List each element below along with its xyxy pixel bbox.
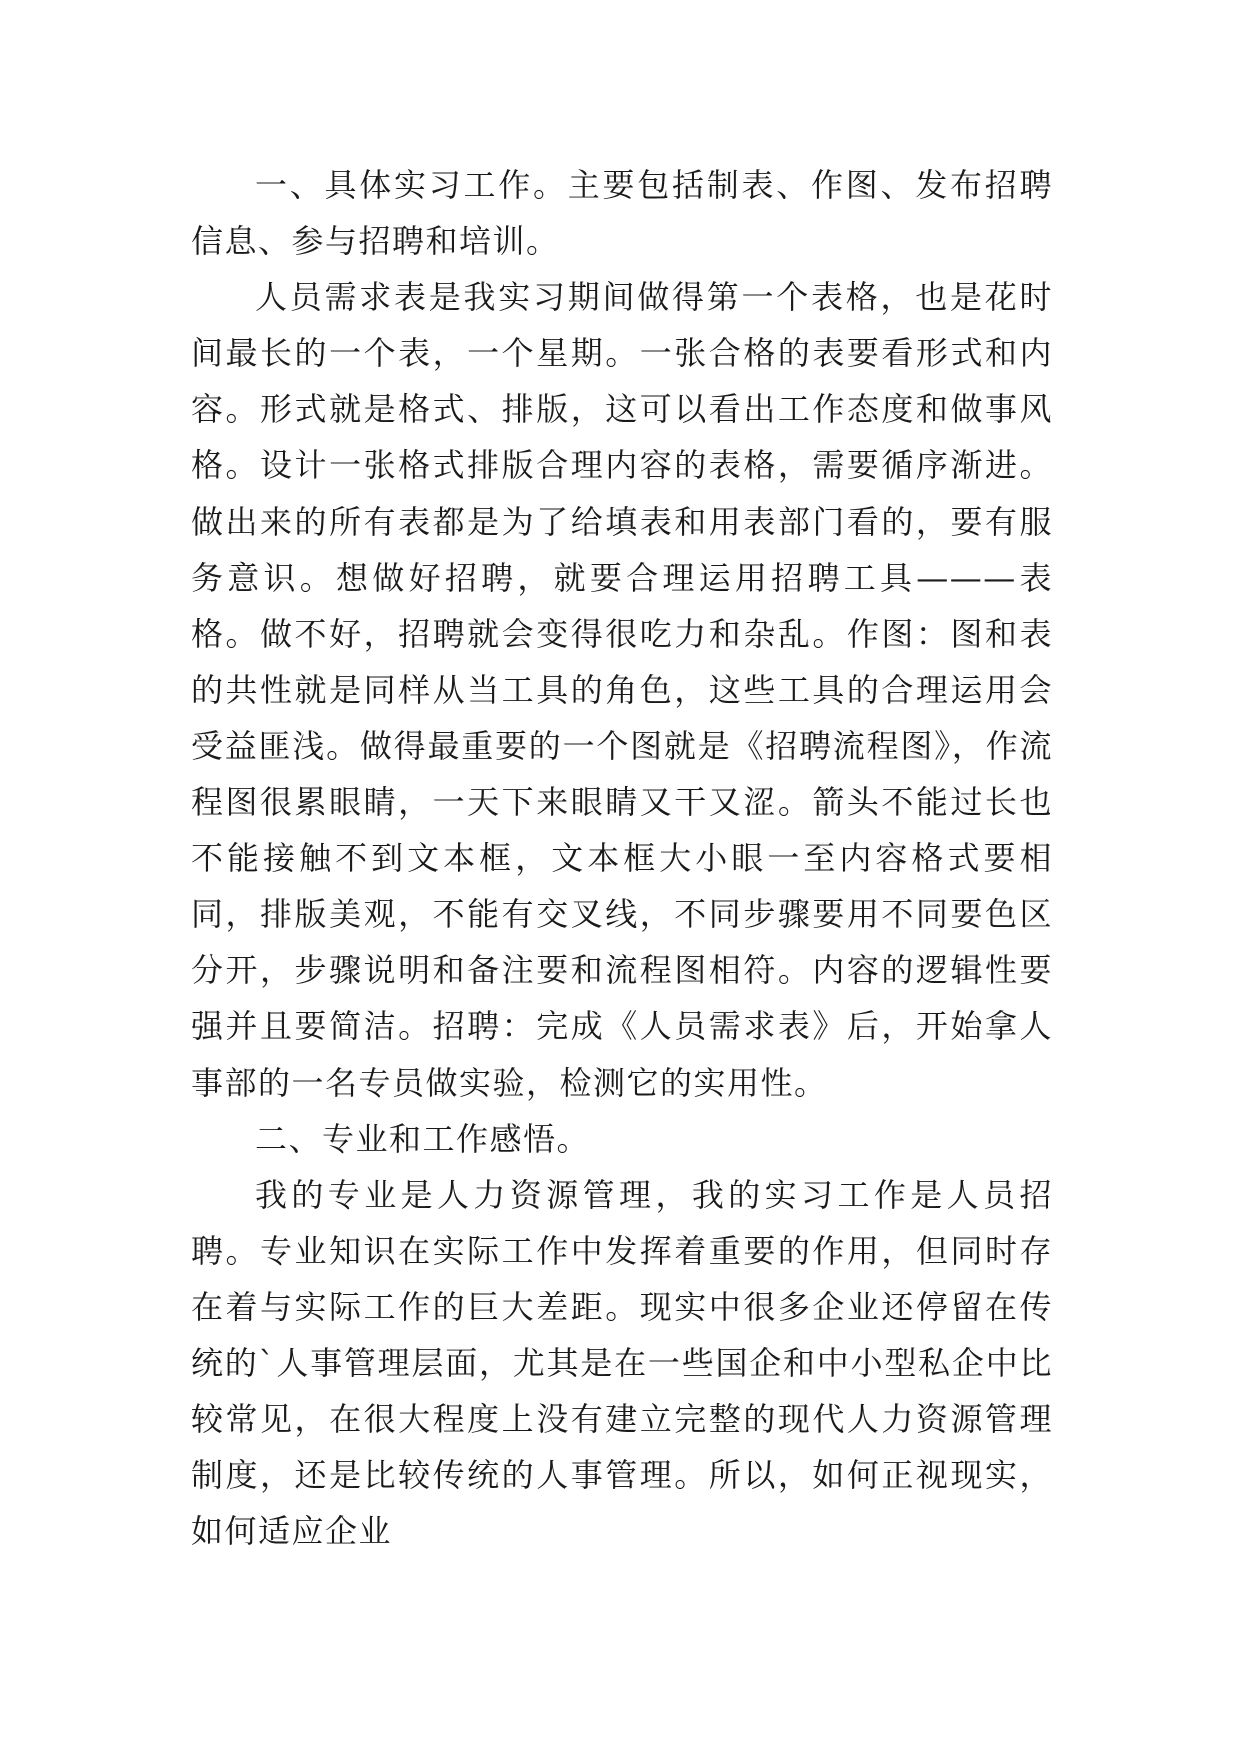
paragraph-staff-requirement-table: 人员需求表是我实习期间做得第一个表格，也是花时间最长的一个表，一个星期。一张合格的表要看形式和内容。形式就是格式、排版，这可以看出工作态度和做事风格。设计一张格式排版合理内容的表格，需要循序渐进。做出来的所有表都是为了给填表和用表部门看的，要有服务意识。想做好招聘，就要合理运用招聘工具———表格。做不好，招聘就会变得很吃力和杂乱。作图：图和表的共性就是同样从当工具的角色，这些工具的合理运用会受益匪浅。做得最重要的一个图就是《招聘流程图》，作流程图很累眼睛，一天下来眼睛又干又涩。箭头不能过长也不能接触不到文本框，文本框大小眼一至内容格式要相同，排版美观，不能有交叉线，不同步骤要用不同要色区分开，步骤说明和备注要和流程图相符。内容的逻辑性要强并且要简洁。招聘：完成《人员需求表》后，开始拿人事部的一名专员做实验，检测它的实用性。	[191, 278, 1053, 1102]
paragraph-section-2-heading: 二、专业和工作感悟。	[255, 1119, 591, 1158]
paragraph-major-and-work: 我的专业是人力资源管理，我的实习工作是人员招聘。专业知识在实际工作中发挥着重要的作用，但同时存在着与实际工作的巨大差距。现实中很多企业还停留在传统的`人事管理层面，尤其是在一些国企和中小型私企中比较常见，在很大程度上没有建立完整的现代人力资源管理制度，还是比较传统的人事管理。所以，如何正视现实，如何适应企业	[191, 1175, 1053, 1551]
document-body	[191, 157, 1053, 1559]
paragraph-section-1-heading: 一、具体实习工作。主要包括制表、作图、发布招聘信息、参与招聘和培训。	[191, 166, 1053, 261]
